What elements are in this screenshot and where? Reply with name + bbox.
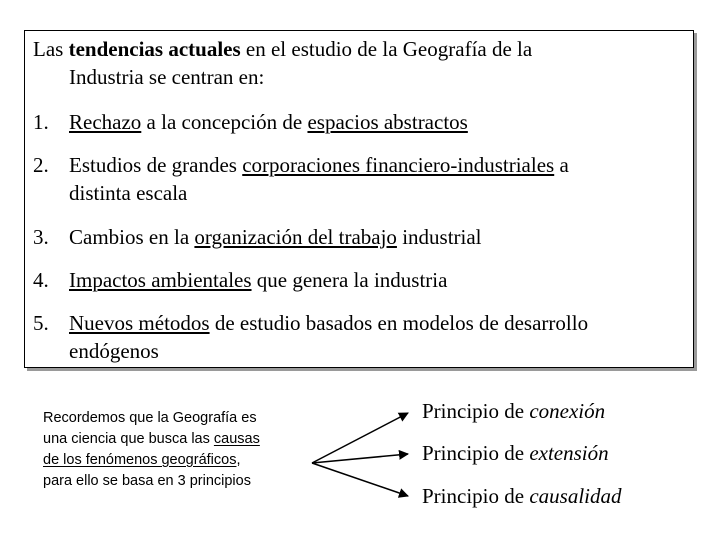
list-number: 1.	[33, 110, 49, 134]
note-line-4: para ello se basa en 3 principios	[43, 473, 251, 489]
list-number: 4.	[33, 268, 49, 292]
list-number: 2.	[33, 153, 49, 177]
item-text: Cambios en la	[69, 225, 195, 249]
intro-line-2: Industria se centran en:	[69, 65, 265, 89]
principle-extension	[422, 440, 609, 466]
branch-arrows	[300, 395, 420, 515]
underlined-term: espacios abstractos	[307, 110, 468, 134]
underlined-term: Nuevos métodos	[69, 311, 210, 335]
item-text: industrial	[396, 225, 482, 249]
item-text: a la concepción de	[141, 110, 308, 134]
list-item-5	[33, 309, 719, 365]
list-item-2	[33, 151, 719, 207]
reminder-note	[43, 408, 313, 492]
underlined-term: Impactos ambientales	[69, 268, 252, 292]
note-comma: ,	[236, 452, 241, 468]
note-line-1: Recordemos que la Geografía es	[43, 410, 257, 426]
item-text-line-2: endógenos	[69, 339, 159, 363]
intro-text-end: en el estudio de la Geografía de la	[240, 37, 533, 61]
item-text-line-2: distinta escala	[69, 181, 188, 205]
item-text: a	[554, 153, 569, 177]
list-number: 3.	[33, 225, 49, 249]
principle-prefix: Principio de	[422, 399, 530, 423]
item-text: que genera la industria	[251, 268, 448, 292]
intro-bold-phrase: tendencias actuales	[68, 37, 241, 61]
note-underlined-phenomena: de los fenómenos geográficos	[43, 452, 237, 468]
underlined-term: Rechazo	[69, 110, 142, 134]
principle-name: causalidad	[529, 484, 622, 508]
note-line-2: una ciencia que busca las	[43, 431, 214, 447]
intro-text-start: Las	[33, 37, 69, 61]
principle-prefix: Principio de	[422, 484, 530, 508]
intro-paragraph	[33, 35, 719, 91]
principle-name: conexión	[529, 399, 606, 423]
item-text: Estudios de grandes	[69, 153, 243, 177]
tendencias-box	[24, 30, 694, 368]
list-item-4	[33, 266, 719, 294]
note-underlined-causas: causas	[213, 431, 260, 447]
principle-causalidad	[422, 483, 622, 509]
list-item-1	[33, 108, 719, 136]
principle-conexion	[422, 398, 605, 424]
principle-name: extensión	[529, 441, 609, 465]
arrow-to-causalidad	[312, 463, 408, 496]
underlined-term: corporaciones financiero-industriales	[242, 153, 555, 177]
list-item-3	[33, 223, 719, 251]
item-text: de estudio basados en modelos de desarrollo	[209, 311, 589, 335]
principle-prefix: Principio de	[422, 441, 530, 465]
list-number: 5.	[33, 311, 49, 335]
underlined-term: organización del trabajo	[194, 225, 397, 249]
